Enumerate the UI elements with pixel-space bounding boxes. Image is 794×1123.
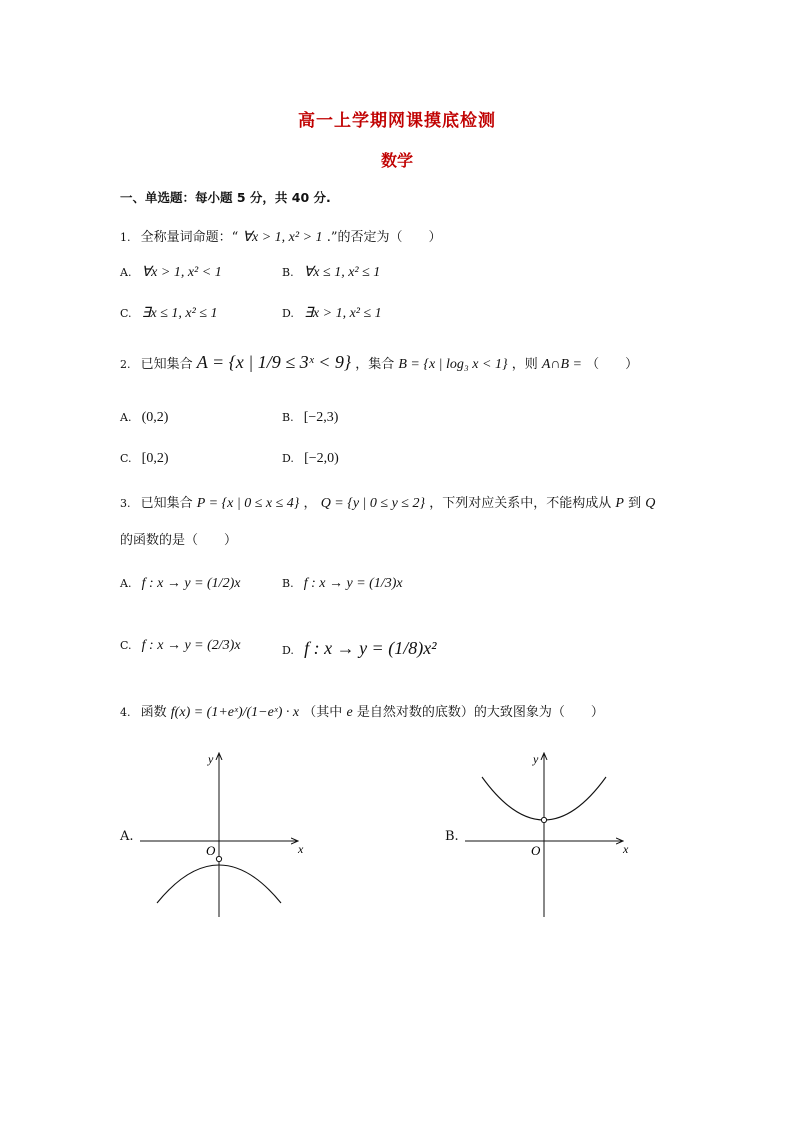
option-d[interactable] (282, 638, 437, 659)
origin-label: O (206, 843, 216, 858)
option-c[interactable] (120, 305, 218, 322)
question-text: 全称量词命题：“ (140, 230, 239, 245)
question-text: ，集合 (355, 357, 395, 372)
option-label: B. (282, 411, 294, 424)
question-text: 是自然对数的底数）的大致图象为（ ） (356, 705, 604, 720)
graph-a-label[interactable]: A. (120, 829, 134, 844)
math-expression: ∀x > 1, x² > 1 (242, 230, 323, 245)
option-text: [−2,0) (304, 451, 339, 466)
question-number: 1. (120, 231, 131, 244)
section-heading: 一、单选题：每小题 5 分，共 40 分. (120, 190, 331, 205)
question-text: 到 (628, 496, 642, 511)
option-label: A. (120, 266, 132, 279)
set-q: Q = {y | 0 ≤ y ≤ 2} (320, 496, 426, 511)
hollow-point (216, 856, 221, 861)
subject-title: 数学 (380, 151, 413, 170)
option-d[interactable] (282, 451, 339, 467)
question-1 (120, 226, 441, 246)
symbol-p: P (615, 496, 624, 511)
option-text: ∃x > 1, x² ≤ 1 (304, 306, 382, 321)
option-text: f : x → y = (2/3)x (141, 638, 241, 653)
symbol-q: Q (645, 496, 656, 511)
set-a: A = {x | 1/9 ≤ 3ˣ < 9} (196, 352, 352, 372)
option-c[interactable] (120, 451, 169, 467)
option-text: [0,2) (141, 451, 169, 466)
origin-label: O (531, 843, 541, 858)
question-text: 已知集合 (140, 496, 193, 511)
option-a[interactable] (120, 264, 222, 281)
option-label: C. (120, 452, 132, 465)
question-2 (120, 352, 638, 373)
option-b[interactable] (282, 264, 380, 281)
option-c[interactable] (120, 638, 241, 654)
set-p: P = {x | 0 ≤ x ≤ 4} (196, 496, 300, 511)
y-axis-label: y (208, 752, 214, 766)
question-text: 函数 (140, 705, 167, 720)
option-text: ∀x ≤ 1, x² ≤ 1 (303, 265, 381, 280)
option-b[interactable] (282, 576, 403, 592)
graph-b-label[interactable]: B. (445, 829, 459, 844)
option-text: f : x → y = (1/3)x (303, 576, 403, 591)
option-text: f : x → y = (1/8)x² (304, 638, 437, 658)
option-b[interactable] (282, 410, 338, 426)
option-d[interactable] (282, 305, 382, 322)
question-3: 3. 已知集合 P = {x | 0 ≤ x ≤ 4} ， Q = {y | 0 ≤ y ≤ 2} ，下列对应关系中，不能构成从 P 到 Q (120, 496, 656, 511)
page-title: 高一上学期网课摸底检测 (298, 111, 496, 131)
option-label: D. (282, 307, 294, 320)
option-label: C. (120, 307, 132, 320)
question-text: 已知集合 (140, 357, 193, 372)
option-a[interactable] (120, 410, 168, 426)
question-text: ，下列对应关系中，不能构成从 (429, 496, 612, 511)
option-a[interactable] (120, 576, 240, 592)
question-text: （其中 (303, 705, 343, 720)
question-number: 4. (120, 706, 131, 719)
option-text: ∀x > 1, x² < 1 (141, 265, 222, 280)
question-number: 2. (120, 358, 131, 371)
question-text: .”的否定为（ ） (326, 230, 442, 245)
x-axis-label: x (623, 842, 629, 856)
option-label: D. (282, 644, 294, 657)
function-expression: f(x) = (1+eˣ)/(1−eˣ) · x (170, 705, 300, 720)
option-label: B. (282, 266, 294, 279)
option-text: [−2,3) (303, 410, 339, 425)
y-axis-label: y (533, 752, 539, 766)
graph-b[interactable] (455, 745, 640, 925)
graph-a[interactable] (130, 745, 315, 925)
option-label: A. (120, 577, 132, 590)
question-text: （ ） (586, 357, 639, 372)
question-number: 3. (120, 497, 131, 510)
symbol-e: e (346, 705, 353, 720)
option-text: (0,2) (141, 410, 169, 425)
question-3-line2: 的函数的是（ ） (120, 533, 238, 548)
math-expression: A∩B = (541, 357, 583, 372)
x-axis-label: x (298, 842, 304, 856)
set-b: B = {x | log₃ x < 1} (398, 357, 508, 372)
option-text: ∃x ≤ 1, x² ≤ 1 (141, 306, 218, 321)
option-label: C. (120, 639, 132, 652)
question-4 (120, 701, 604, 721)
option-text: f : x → y = (1/2)x (141, 576, 241, 591)
hollow-point (541, 817, 546, 822)
option-label: B. (282, 577, 294, 590)
question-text: ，则 (511, 357, 538, 372)
option-label: A. (120, 411, 132, 424)
option-label: D. (282, 452, 294, 465)
